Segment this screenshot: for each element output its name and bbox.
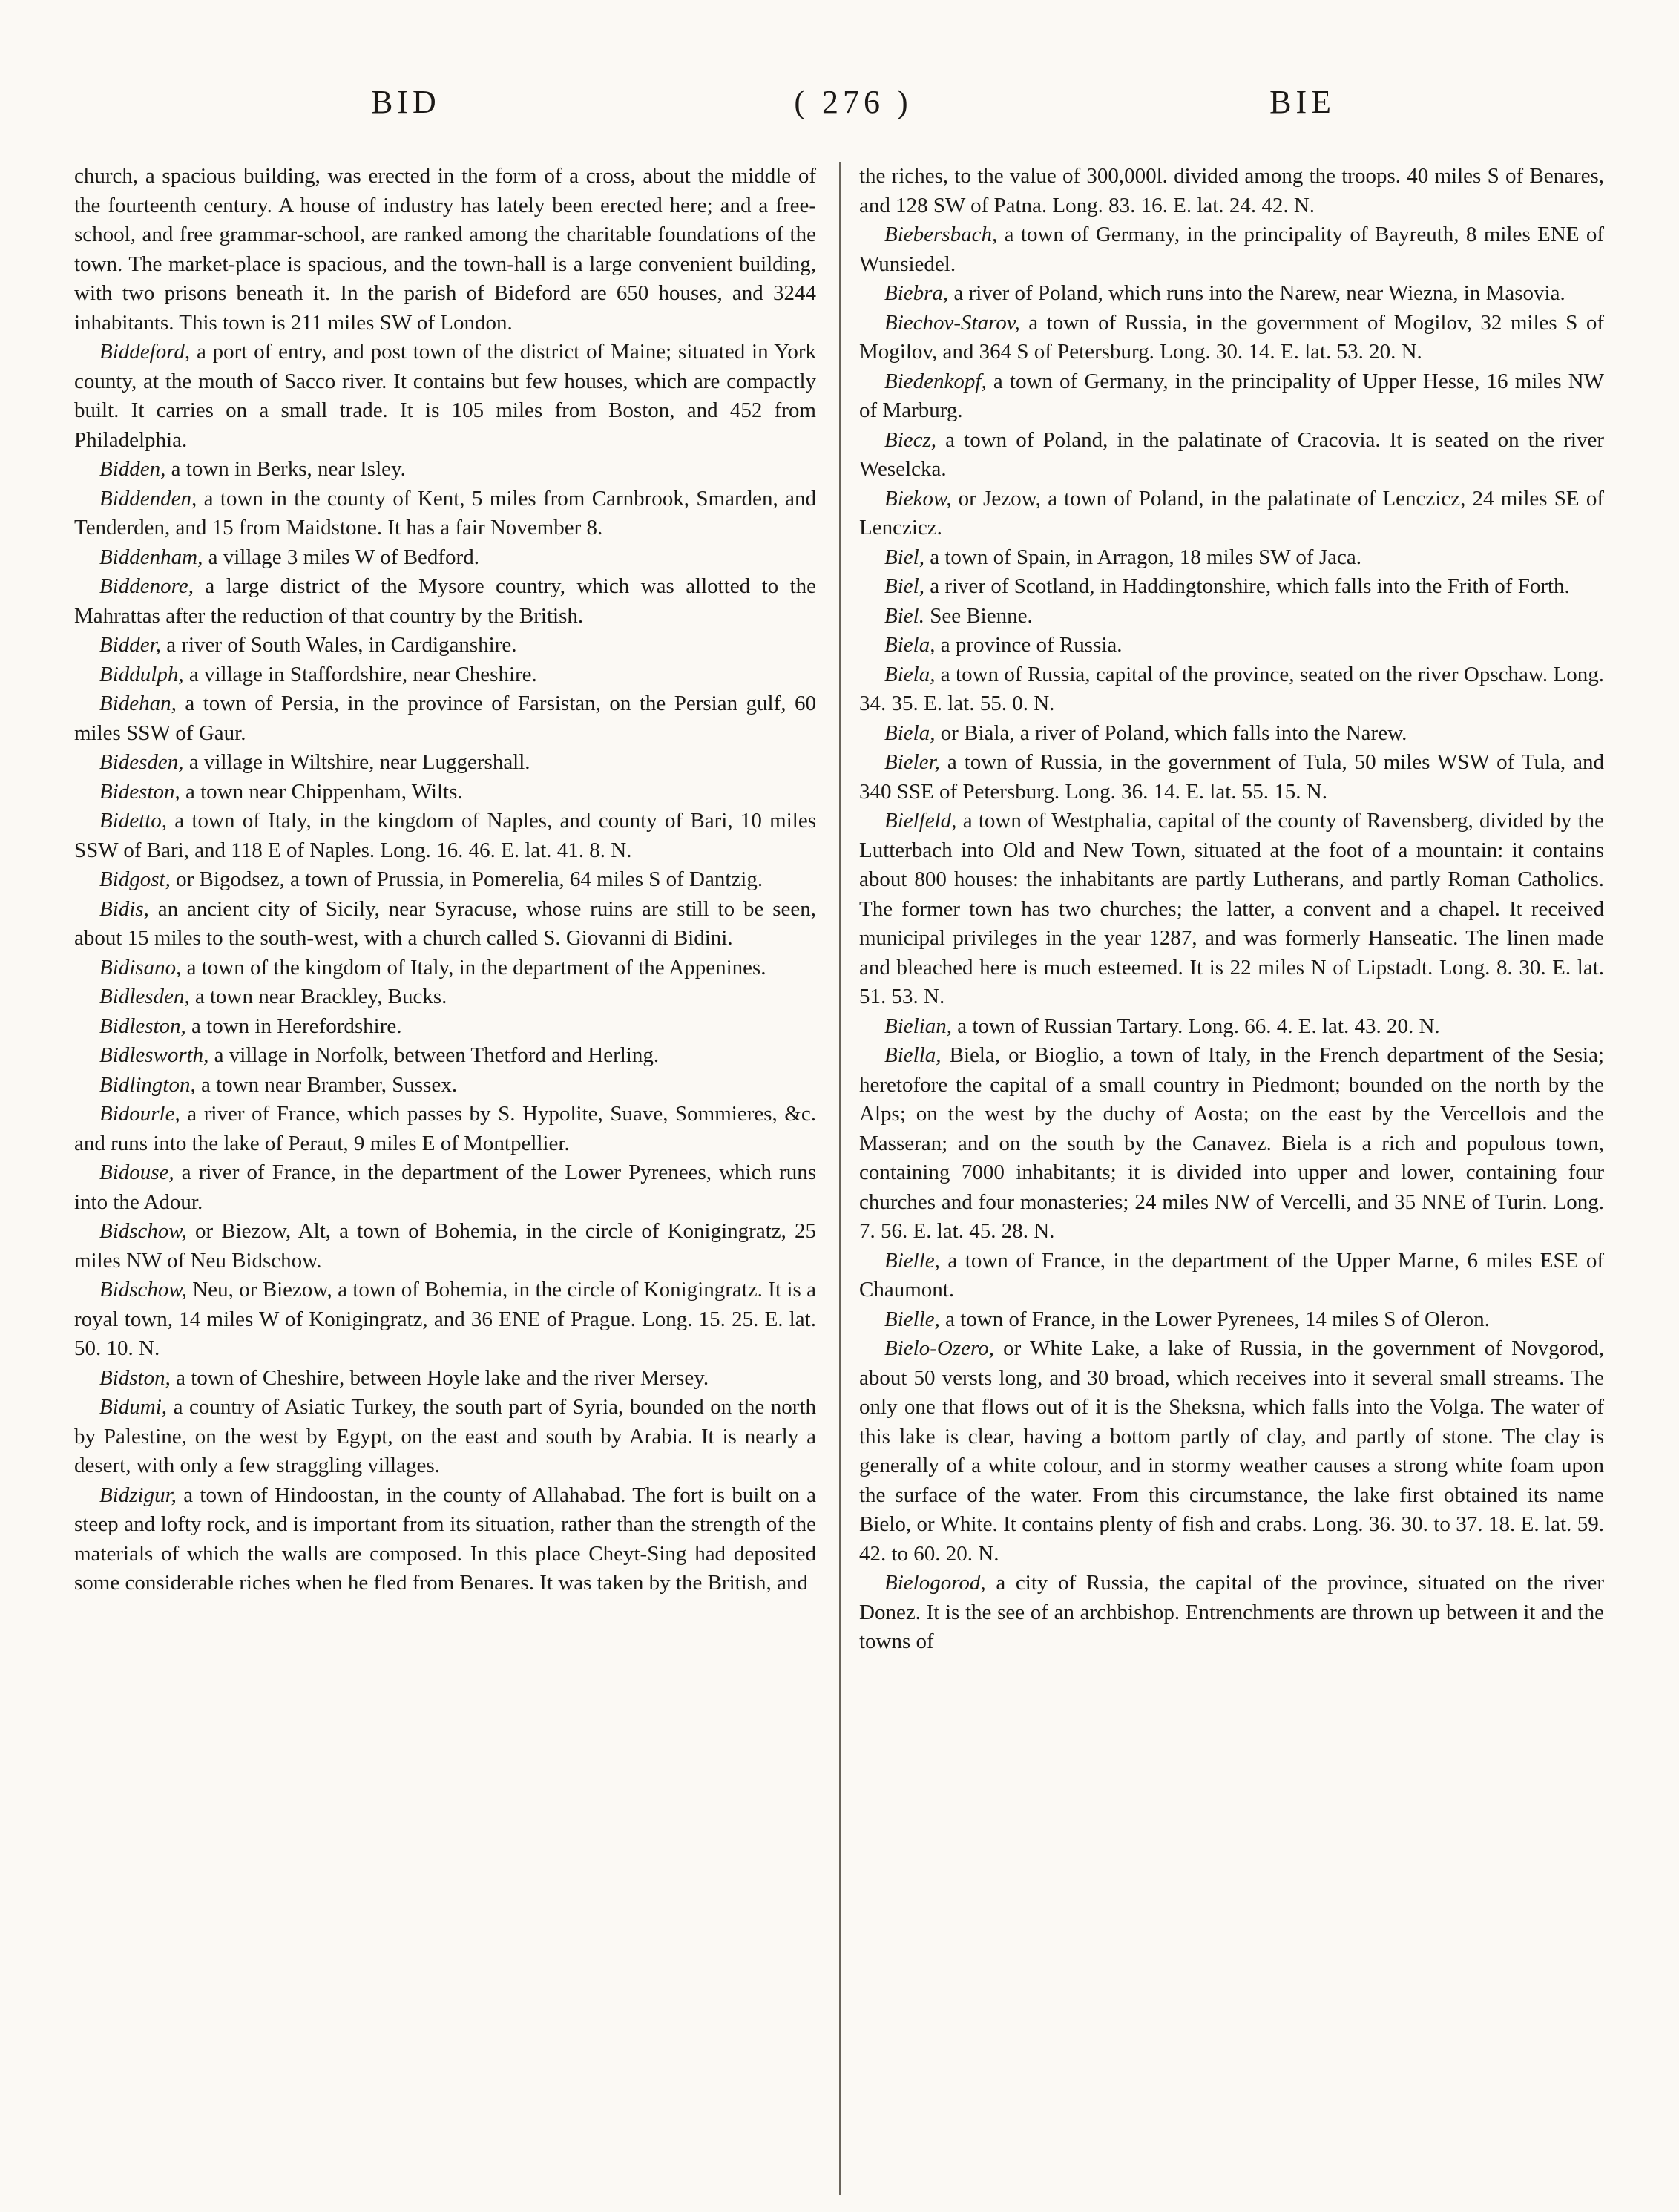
gazetteer-entry bbox=[74, 1217, 816, 1276]
entry-headword: Bidisano, bbox=[99, 955, 182, 979]
entry-text: or Jezow, a town of Poland, in the palatinate of Lenczicz, 24 miles SE of Lenczicz. bbox=[859, 486, 1604, 539]
entry-text: a town in Herefordshire. bbox=[185, 1014, 402, 1038]
entry-headword: Bidschow, bbox=[99, 1278, 187, 1302]
entry-text: or White Lake, a lake of Russia, in the government of Novgorod, about 50 versts long, and 30 broad, which receives into it several small streams. The only one that flows out of it is the Sheksna, which falls into the Volga. The water of this lake is clear, having a bottom partly of clay, and partly of stone. The clay is generally of a white colour, and in stormy weather causes a strong white foam upon the surface of the water. From this circumstance, the lake first obtained its name Bielo, or White. It contains plenty of fish and crabs. Long. 36. 30. to 37. 18. E. lat. 59. 42. to 60. 20. N. bbox=[859, 1336, 1604, 1566]
entry-text: a town of the kingdom of Italy, in the department of the Appenines. bbox=[181, 955, 766, 979]
entry-headword: Biddenham, bbox=[99, 545, 203, 569]
entry-text: a town of Russia, capital of the province, seated on the river Opschaw. Long. 34. 35. E. lat. 55. 0. N. bbox=[859, 662, 1604, 715]
gazetteer-entry bbox=[859, 220, 1604, 279]
entry-text: a town of Persia, in the province of Farsistan, on the Persian gulf, 60 miles SSW of Gaur. bbox=[74, 692, 816, 745]
entry-text: a country of Asiatic Turkey, the south part of Syria, bounded on the north by Palestine, on the west by Egypt, on the east and south by Arabia. It is nearly a desert, with only a few straggling villages. bbox=[74, 1395, 816, 1477]
entry-headword: Biddenden, bbox=[99, 486, 197, 511]
gazetteer-entry bbox=[859, 426, 1604, 485]
gazetteer-entry bbox=[859, 1012, 1604, 1042]
gazetteer-entry bbox=[859, 572, 1604, 602]
entry-text: a town near Bramber, Sussex. bbox=[195, 1072, 458, 1097]
gazetteer-entry bbox=[74, 543, 816, 573]
entry-headword: Biebra, bbox=[884, 281, 949, 305]
entry-text: a river of France, which passes by S. Hypolite, Suave, Sommieres, &c. and runs into the lake of Peraut, 9 miles E of Montpellier. bbox=[74, 1102, 816, 1155]
entry-headword: Bielian, bbox=[884, 1014, 953, 1038]
entry-text: a port of entry, and post town of the district of Maine; situated in York county, at the mouth of Sacco river. It contains but few houses, which are compactly built. It carries on a small trade. It is 105 miles from Boston, and 452 from Philadelphia. bbox=[74, 340, 816, 452]
entry-text: a town of France, in the Lower Pyrenees, 14 miles S of Oleron. bbox=[939, 1307, 1490, 1331]
entry-headword: Bidlesden, bbox=[99, 985, 190, 1008]
entry-headword: Bideston, bbox=[99, 779, 180, 804]
gazetteer-entry bbox=[74, 982, 816, 1012]
entry-text: church, a spacious building, was erected in the form of a cross, about the middle of the fourteenth century. A house of industry has lately been erected here; and a free-school, and free grammar-school, are ranked among the charitable foundations of the town. The market-place is spacious, and the town-hall is a large convenient building, with two prisons beneath it. In the parish of Bideford are 650 houses, and 3244 inhabitants. This town is 211 miles SW of London. bbox=[74, 164, 816, 335]
entry-headword: Biela, bbox=[884, 662, 936, 686]
entry-text: a village 3 miles W of Bedford. bbox=[203, 545, 479, 569]
entry-headword: Bidder, bbox=[99, 633, 161, 657]
entry-headword: Bielo-Ozero, bbox=[884, 1336, 994, 1360]
gazetteer-entry bbox=[74, 865, 816, 895]
entry-text: the riches, to the value of 300,000l. divided among the troops. 40 miles S of Benares, and 128 SW of Patna. Long. 83. 16. E. lat. 24. 42. N. bbox=[859, 164, 1604, 217]
entry-headword: Biela, bbox=[884, 721, 936, 745]
gazetteer-entry bbox=[859, 1334, 1604, 1569]
entry-headword: Biddulph, bbox=[99, 662, 184, 686]
entry-headword: Biechov-Starov, bbox=[884, 310, 1020, 335]
entry-text: a town of Germany, in the principality of Bayreuth, 8 miles ENE of Wunsiedel. bbox=[859, 223, 1604, 276]
gazetteer-entry bbox=[74, 954, 816, 983]
entry-text: a town in Berks, near Isley. bbox=[165, 457, 406, 481]
entry-headword: Bielfeld, bbox=[884, 809, 957, 833]
entry-headword: Biel. bbox=[884, 603, 924, 628]
entry-text: a town of France, in the department of the Upper Marne, 6 miles ESE of Chaumont. bbox=[859, 1248, 1604, 1302]
entry-text: a river of South Wales, in Cardiganshire. bbox=[160, 633, 517, 657]
entry-text: a city of Russia, the capital of the province, situated on the river Donez. It is the see of an archbishop. Entrenchments are thrown up between it and the towns of bbox=[859, 1571, 1604, 1653]
entry-headword: Bidzigur, bbox=[99, 1483, 177, 1507]
running-header bbox=[371, 83, 1335, 142]
entry-text: a town of Italy, in the kingdom of Naples, and county of Bari, 10 miles SSW of Bari, and 118 E of Naples. Long. 16. 46. E. lat. 41. 8. N. bbox=[74, 809, 816, 862]
entry-headword: Bidlington, bbox=[99, 1072, 196, 1097]
gazetteer-entry bbox=[74, 689, 816, 748]
page-number: ( 276 ) bbox=[794, 84, 913, 120]
gazetteer-entry bbox=[859, 602, 1604, 631]
gazetteer-entry bbox=[74, 338, 816, 455]
entry-text: a town of Poland, in the palatinate of Cracovia. It is seated on the river Weselcka. bbox=[859, 427, 1604, 481]
column-divider bbox=[839, 162, 841, 2195]
gazetteer-entry bbox=[859, 1569, 1604, 1657]
entry-headword: Bielle, bbox=[884, 1307, 940, 1331]
gazetteer-entry bbox=[859, 1305, 1604, 1335]
entry-text: a town of Russia, in the government of Tula, 50 miles WSW of Tula, and 340 SSE of Petersburg. Long. 36. 14. E. lat. 55. 15. N. bbox=[859, 750, 1604, 804]
header-right-guide-word: BIE bbox=[1269, 84, 1335, 120]
entry-text: or Biala, a river of Poland, which falls into the Narew. bbox=[935, 721, 1407, 745]
entry-headword: Bidden, bbox=[99, 457, 166, 481]
entry-headword: Bielle, bbox=[884, 1248, 940, 1273]
entry-headword: Biddeford, bbox=[99, 340, 191, 364]
gazetteer-entry bbox=[859, 367, 1604, 426]
entry-headword: Biella, bbox=[884, 1043, 942, 1067]
entry-headword: Bidesden, bbox=[99, 750, 184, 774]
entry-text: a river of France, in the department of the Lower Pyrenees, which runs into the Adour. bbox=[74, 1161, 816, 1214]
entry-text: a large district of the Mysore country, which was allotted to the Mahrattas after the reduction of that country by the British. bbox=[74, 574, 816, 628]
entry-text: a village in Staffordshire, near Cheshire. bbox=[183, 662, 537, 686]
gazetteer-entry bbox=[859, 660, 1604, 719]
entry-headword: Bidetto, bbox=[99, 809, 168, 833]
gazetteer-entry bbox=[74, 485, 816, 543]
entry-headword: Biecz, bbox=[884, 427, 937, 452]
entry-text: an ancient city of Sicily, near Syracuse, whose ruins are still to be seen, about 15 miles to the south-west, with a church called S. Giovanni di Bidini. bbox=[74, 896, 816, 950]
entry-headword: Bidston, bbox=[99, 1365, 171, 1390]
entry-text: a town of Hindoostan, in the county of Allahabad. The fort is built on a steep and lofty rock, and is important from its situation, rather than the strength of the materials of which the walls are composed. In this place Cheyt-Sing had deposited some considerable riches when he fled from Benares. It was taken by the British, and bbox=[74, 1483, 816, 1595]
entry-headword: Biela, bbox=[884, 633, 936, 657]
continued-entry bbox=[74, 162, 816, 338]
gazetteer-entry bbox=[859, 719, 1604, 749]
gazetteer-entry bbox=[859, 279, 1604, 309]
gazetteer-entry bbox=[74, 1364, 816, 1394]
entry-headword: Bidehan, bbox=[99, 692, 177, 715]
entry-headword: Biel, bbox=[884, 545, 924, 569]
entry-text: a town of Russia, in the government of Mogilov, 32 miles S of Mogilov, and 364 S of Petersburg. Long. 30. 14. E. lat. 53. 20. N. bbox=[859, 310, 1604, 364]
entry-text: a town in the county of Kent, 5 miles from Carnbrook, Smarden, and Tenderden, and 15 from Maidstone. It has a fair November 8. bbox=[74, 486, 816, 539]
entry-text: or Biezow, Alt, a town of Bohemia, in the circle of Konigingratz, 25 miles NW of Neu Bidschow. bbox=[74, 1219, 816, 1273]
entry-text: a town of Westphalia, capital of the county of Ravensberg, divided by the Lutterbach into Old and New Town, situated at the foot of a mountain: it contains about 800 houses: the inhabitants are partly Lutherans, and partly Roman Catholics. The former town has two churches; the latter, a convent and a chapel. It received municipal privileges in the year 1287, and was formerly Hanseatic. The linen made and bleached here is much esteemed. It is 22 miles N of Lipstadt. Long. 8. 30. E. lat. 51. 53. N. bbox=[859, 809, 1604, 1008]
gazetteer-entry bbox=[859, 543, 1604, 573]
gazetteer-entry bbox=[74, 748, 816, 778]
header-left-guide-word: BID bbox=[371, 84, 441, 120]
gazetteer-entry bbox=[74, 1276, 816, 1364]
gazetteer-entry bbox=[74, 1012, 816, 1042]
gazetteer-entry bbox=[859, 631, 1604, 660]
gazetteer-entry bbox=[74, 1100, 816, 1158]
gazetteer-entry bbox=[859, 309, 1604, 367]
entry-text: a town near Chippenham, Wilts. bbox=[180, 779, 463, 804]
gazetteer-entry bbox=[74, 807, 816, 865]
entry-headword: Bidumi, bbox=[99, 1395, 168, 1419]
entry-text: a town of Cheshire, between Hoyle lake and the river Mersey. bbox=[170, 1365, 709, 1390]
entry-text: a river of Scotland, in Haddingtonshire, which falls into the Frith of Forth. bbox=[924, 574, 1570, 598]
gazetteer-entry bbox=[74, 631, 816, 660]
gazetteer-entry bbox=[74, 1393, 816, 1481]
entry-text: a village in Norfolk, between Thetford and Herling. bbox=[208, 1043, 660, 1067]
entry-headword: Bidis, bbox=[99, 896, 149, 921]
gazetteer-entry bbox=[74, 778, 816, 807]
right-column bbox=[859, 162, 1604, 1657]
entry-text: a province of Russia. bbox=[935, 633, 1123, 657]
entry-text: Biela, or Bioglio, a town of Italy, in the French department of the Sesia; heretofore the capital of a small country in Piedmont; bounded on the north by the Alps; on the west by the duchy of Aosta; on the east by the Vercellois and the Masseran; and on the south by the Canavez. Biela is a rich and populous town, containing 7000 inhabitants; it is divided into upper and lower, containing four churches and four monasteries; 24 miles NW of Vercelli, and 35 NNE of Turin. Long. 7. 56. E. lat. 45. 28. N. bbox=[859, 1043, 1604, 1243]
gazetteer-entry bbox=[74, 1041, 816, 1071]
entry-text: a river of Poland, which runs into the Narew, near Wiezna, in Masovia. bbox=[948, 281, 1565, 305]
gazetteer-entry bbox=[859, 1247, 1604, 1305]
entry-headword: Bidlesworth, bbox=[99, 1043, 209, 1067]
continued-entry bbox=[859, 162, 1604, 220]
entry-text: Neu, or Biezow, a town of Bohemia, in the circle of Konigingratz. It is a royal town, 14 miles W of Konigingratz, and 36 ENE of Prague. Long. 15. 25. E. lat. 50. 10. N. bbox=[74, 1278, 816, 1360]
entry-headword: Bidgost, bbox=[99, 867, 171, 891]
entry-text: or Bigodsez, a town of Prussia, in Pomerelia, 64 miles S of Dantzig. bbox=[170, 867, 763, 891]
entry-headword: Bielogorod, bbox=[884, 1571, 986, 1595]
entry-text: a village in Wiltshire, near Luggershall. bbox=[183, 750, 530, 774]
entry-text: a town near Brackley, Bucks. bbox=[189, 985, 447, 1008]
gazetteer-entry bbox=[74, 455, 816, 485]
entry-text: a town of Germany, in the principality of Upper Hesse, 16 miles NW of Marburg. bbox=[859, 369, 1604, 422]
gazetteer-entry bbox=[859, 748, 1604, 807]
entry-headword: Biel, bbox=[884, 574, 924, 598]
entry-headword: Biedenkopf, bbox=[884, 369, 987, 393]
entry-headword: Bidleston, bbox=[99, 1014, 186, 1038]
gazetteer-entry bbox=[74, 1071, 816, 1100]
gazetteer-entry bbox=[74, 895, 816, 954]
gazetteer-entry bbox=[859, 485, 1604, 543]
entry-text: a town of Spain, in Arragon, 18 miles SW of Jaca. bbox=[924, 545, 1361, 569]
entry-text: a town of Russian Tartary. Long. 66. 4. E. lat. 43. 20. N. bbox=[952, 1014, 1440, 1038]
entry-headword: Bidschow, bbox=[99, 1219, 187, 1243]
left-column bbox=[74, 162, 816, 1598]
entry-text: See Bienne. bbox=[924, 603, 1033, 628]
gazetteer-entry bbox=[74, 572, 816, 631]
gazetteer-entry bbox=[74, 1481, 816, 1598]
gazetteer-entry bbox=[859, 807, 1604, 1012]
gazetteer-entry bbox=[74, 1158, 816, 1217]
entry-headword: Biebersbach, bbox=[884, 223, 998, 246]
gazetteer-entry bbox=[74, 660, 816, 690]
entry-headword: Bidouse, bbox=[99, 1161, 174, 1184]
entry-headword: Biekow, bbox=[884, 486, 952, 511]
entry-headword: Biddenore, bbox=[99, 574, 194, 598]
entry-headword: Bieler, bbox=[884, 750, 940, 774]
entry-headword: Bidourle, bbox=[99, 1102, 180, 1126]
gazetteer-entry bbox=[859, 1041, 1604, 1247]
